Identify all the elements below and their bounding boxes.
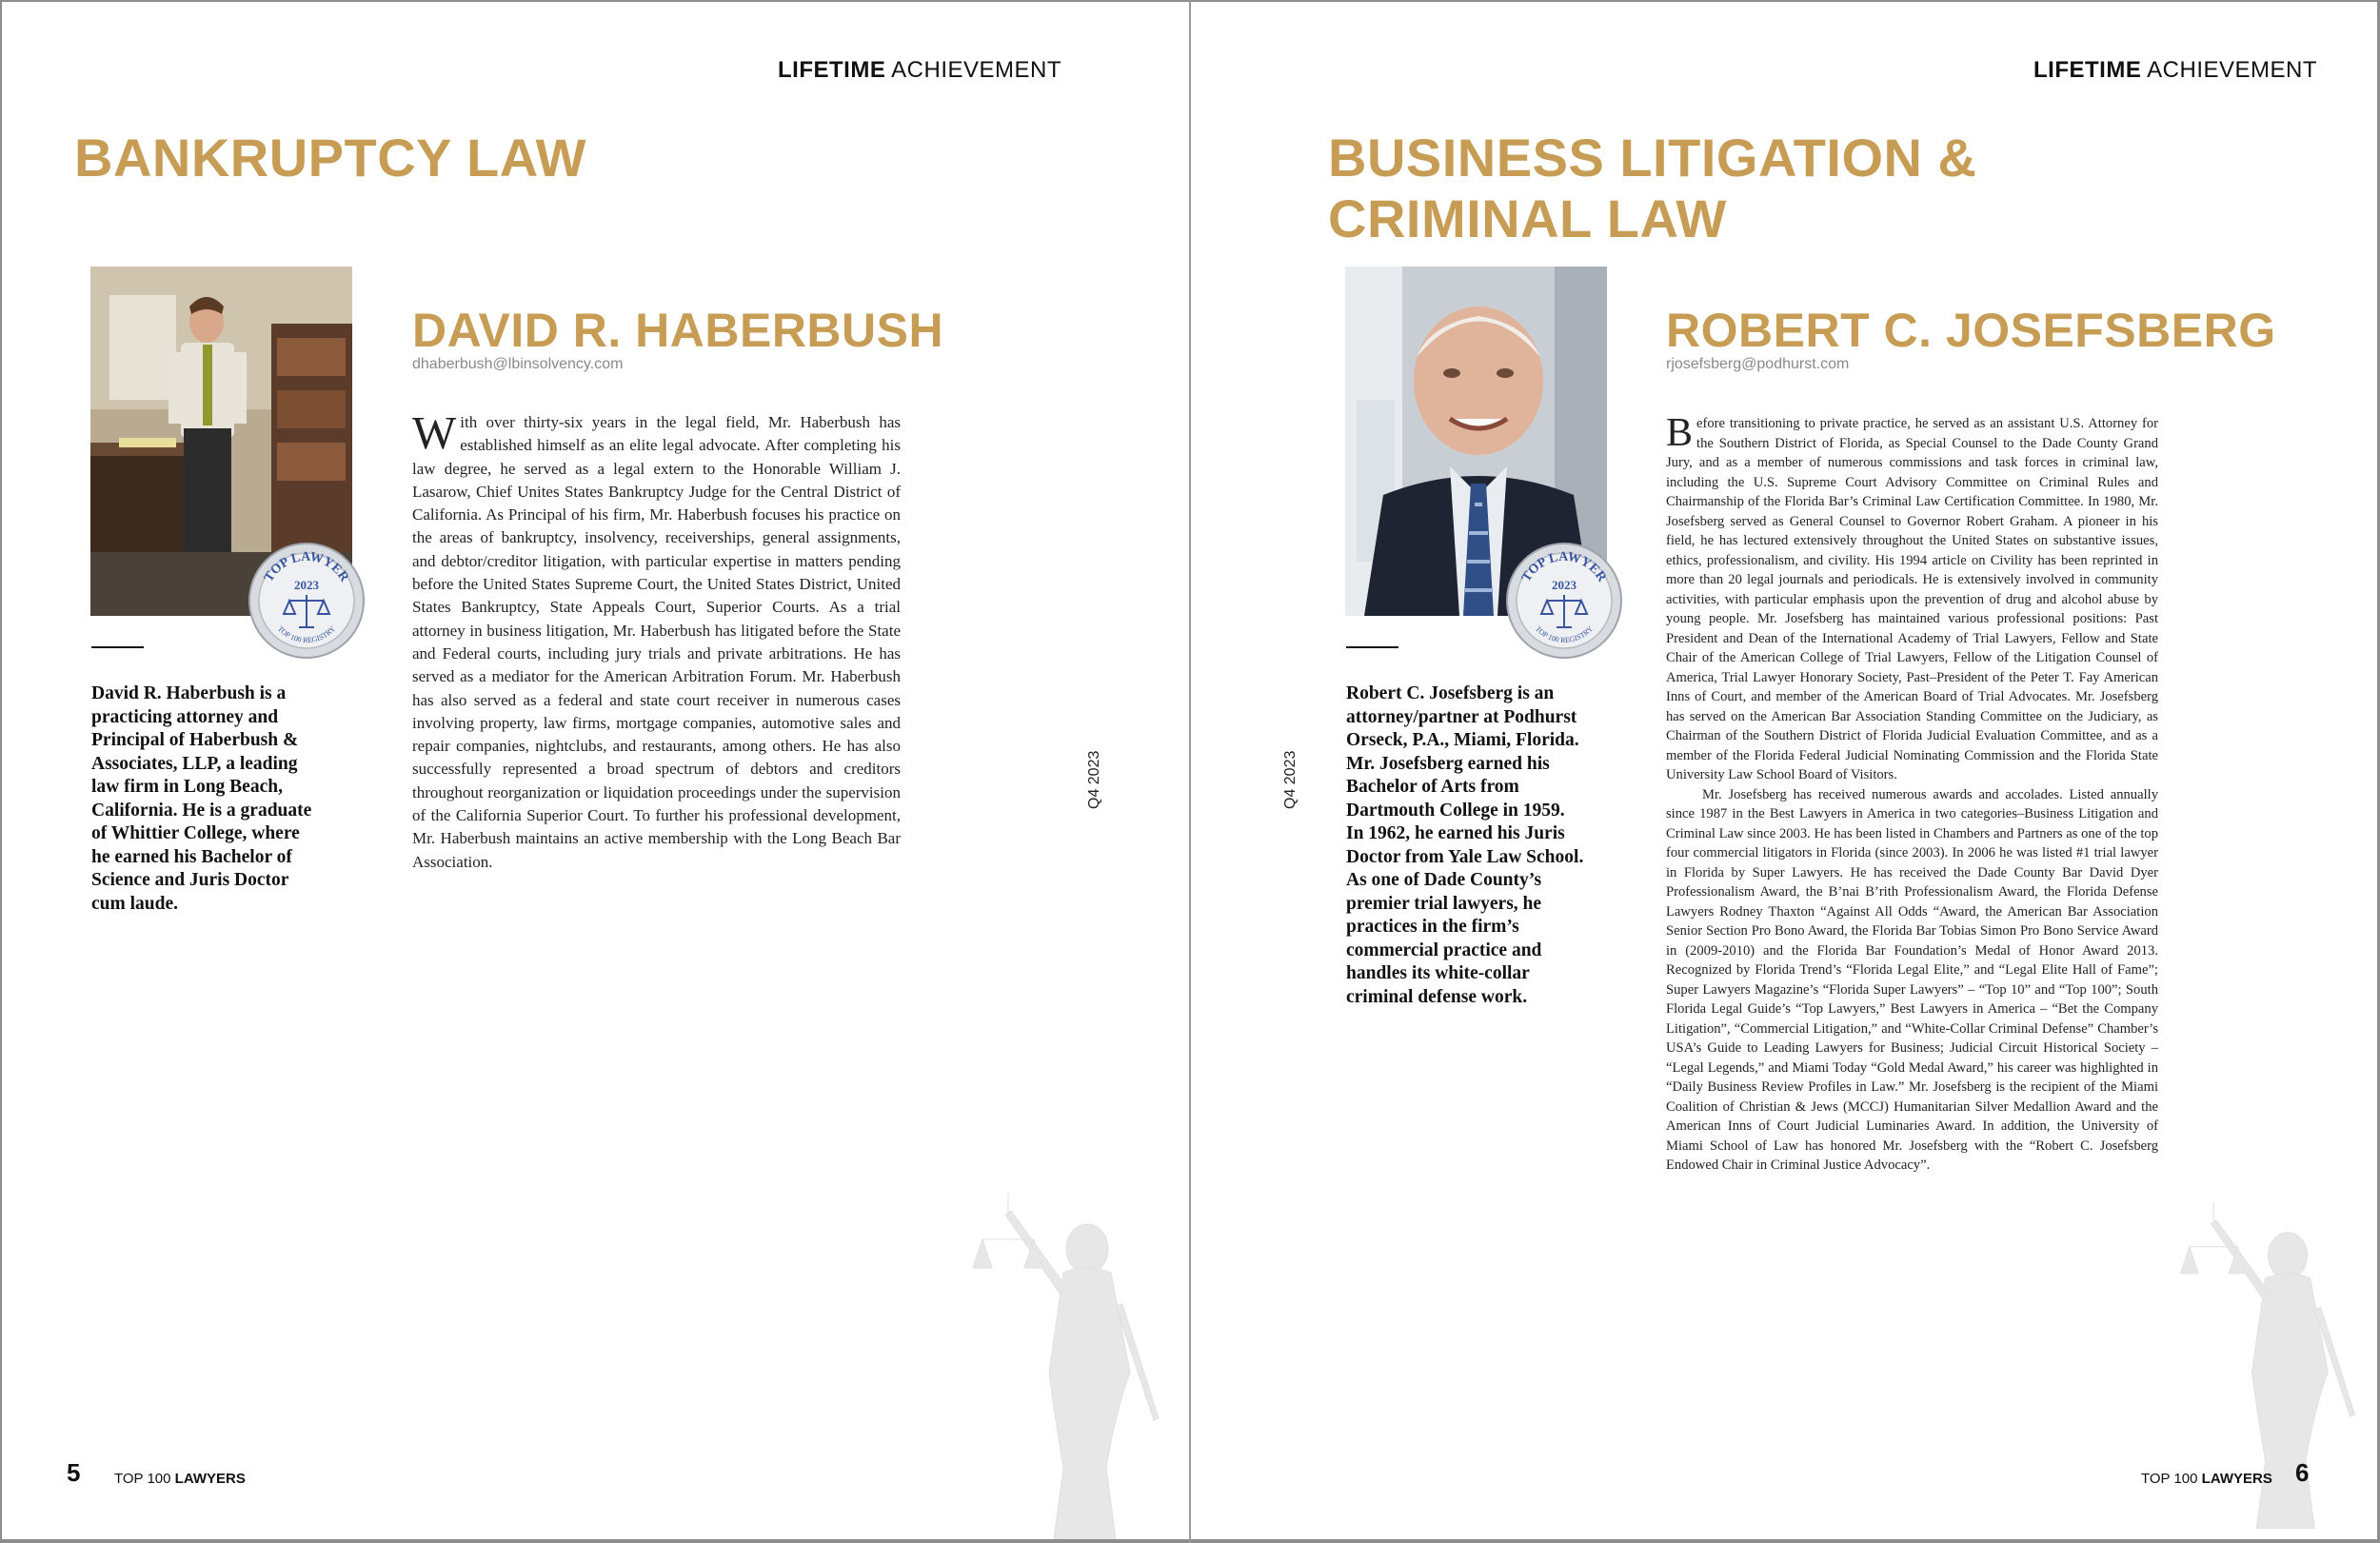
svg-text:TOP LAWYER: TOP LAWYER [261, 549, 351, 585]
left-page [2, 2, 1189, 1539]
lawyer-bio: Before transitioning to private practice, he served as an assistant U.S. Attorney for the Southern District of Florida, as Special Counsel to the Dade County Grand Jury, and as a member of numerous commissions and task forces in criminal law, including the U.S. Supreme Court Advisory Committee on Criminal Rules and Chairmanship of the Florida Bar’s Criminal Law Certification Committee. In 1980, Mr. Josefsberg served as General Counsel to Governor Robert Graham. A pioneer in his field, he has lectured extensively throughout the United States on substantive issues, ethics, professionalism, and civility. His 1994 article on Civility has been reprinted in more than 20 legal journals and periodicals. He is extensively involved in community activities, with particular emphasis upon the prevention of drug and alcohol abuse by young people. Mr. Josefsberg has maintained various professional positions: Past President and Dean of the International Academy of Trial Lawyers, Fellow and State Chair of the American College of Trial Lawyers, Fellow of the Litigation Counsel of America, Trial Lawyer Honorary Society, Past–President of the Peter T. Fay American Inns of Court, and member of the American Board of Trial Advocates. Mr. Josefsberg has served on the American Bar Association Standing Committee on the Judiciary, as Chairman of the Southern District of Florida Judicial Evaluation Committee, and as a member of the Florida Federal Judicial Nominating Commission and the Florida State University Law School Board of Visitors. Mr. Josefsberg has received numerous awards and accolades. Listed annually since 1987 in the Best Lawyers in America in two categories–Business Litigation and Criminal Law since 2003. He has been listed in Chambers and Partners as one of the top four commercial litigators in Florida (since 2003). In 2006 he was listed #1 trial lawyer in Florida by Super Lawyers. He has received the Dade County Bar David Dyer Professionalism Award, the B’nai B’rith Professionalism Award, the Florida Defense Lawyers Rodney Thaxton “Against All Odds “Award, the American Bar Association Senior Section Pro Bono Award, the Florida Bar Tobias Simon Pro Bono Service Award in (2009-2010) and the Florida Bar Foundation’s Medal of Honor Award 2013. Recognized by Florida Trend’s “Florida Legal Elite,” and “Legal Elite Hall of Fame”; Super Lawyers Magazine’s “Florida Super Lawyers” – “Top 10” and “Top 100”; South Florida Legal Guide’s “Top Lawyers,” Best Lawyers in America – “Bet the Company Litigation”, “Commercial Litigation,” and “White-Collar Criminal Defense” Chamber’s USA’s Guide to Leading Lawyers for Business; Judicial Circuit Historical Society – “Legal Legends,” and Miami Today “Gold Medal Award,” his career was highlighted in “Daily Business Review Profiles in Law.” Mr. Josefsberg is the recipient of the Miami Coalition of Christian & Jews (MCCJ) Humanitarian Silver Medallion Award and the American Inns of Court Judicial Luminaries Award. In addition, the University of Miami School of Law has honored Mr. Josefsberg with the “Robert C. Josefsberg Endowed Chair in Criminal Justice Advocacy”. [1666, 411, 2158, 1173]
lawyer-name: ROBERT C. JOSEFSBERG [1666, 304, 2276, 357]
vertical-issue-date: Q4 2023 [1086, 750, 1102, 809]
svg-text:TOP 100 REGISTRY: TOP 100 REGISTRY [275, 624, 338, 645]
vertical-issue-date: Q4 2023 [1282, 750, 1299, 809]
lawyer-caption: Robert C. Josefsberg is an attorney/partner at Podhurst Orseck, P.A., Miami, Florida. Mr. Josefsberg earned his Bachelor of Arts from Dartmouth College in 1959. In 1962, he earned his Juris Doctor from Yale Law School. As one of Dade County’s premier trial lawyers, he practices in the firm’s commercial practice and handles its white-collar criminal defense work. [1346, 683, 1584, 1007]
publication-footer: TOP 100 LAWYERS [2141, 1471, 2272, 1487]
page-number: 6 [2295, 1458, 2310, 1487]
dropcap: B [1666, 411, 1694, 455]
lady-justice-icon [963, 1182, 1182, 1539]
svg-text:2023: 2023 [294, 578, 319, 592]
lawyer-email: rjosefsberg@podhurst.com [1666, 356, 1850, 372]
lawyer-name: DAVID R. HABERBUSH [412, 304, 944, 357]
publication-footer: TOP 100 LAWYERS [114, 1471, 246, 1487]
dropcap: W [412, 406, 457, 459]
svg-text:2023: 2023 [1552, 578, 1577, 592]
lawyer-caption: David R. Haberbush is a practicing attorney and Principal of Haberbush & Associates, LLP, a leading law firm in Long Beach, California. He is a graduate of Whittier College, where he earned his Bachelor of Science and Juris Doctor cum laude. [91, 683, 312, 914]
caption-rule [1346, 646, 1398, 648]
top-lawyer-badge-icon [248, 542, 366, 660]
caption-rule [91, 646, 144, 648]
top-lawyer-badge-icon [1505, 542, 1623, 660]
lawyer-email: dhaberbush@lbinsolvency.com [412, 356, 624, 372]
right-page [1191, 2, 2377, 1539]
page-number: 5 [67, 1458, 81, 1487]
lawyer-bio: With over thirty-six years in the legal field, Mr. Haberbush has established himself as an elite legal advocate. After completing his law degree, he served as a legal extern to the Honorable William J. Lasarow, Chief Unites States Bankruptcy Judge for the Central District of California. As Principal of his firm, Mr. Haberbush focuses his practice on the areas of bankruptcy, insolvency, receiverships, general assignments, and debtor/creditor litigation, with particular expertise in matters pending before the United States Supreme Court, the United States District, United States Bankruptcy, State Appeals Court, Superior Courts. As a trial attorney in business litigation, Mr. Haberbush has litigated before the State and Federal courts, including jury trials and private arbitrations. He has served as a mediator for the American Arbitration Forum. Mr. Haberbush has also served as a federal and state court receiver in numerous cases involving property, law firms, mortgage companies, automotive sales and repair companies, nightclubs, and restaurants, among others. He has also successfully represented a broad spectrum of debtors and creditors throughout reorganization or liquidation proceedings under the supervision of the California Superior Court. To further his professional development, Mr. Haberbush maintains an active membership with the Long Beach Bar Association. [412, 406, 901, 871]
svg-text:TOP LAWYER: TOP LAWYER [1518, 549, 1609, 585]
header-lifetime-achievement: LIFETIME ACHIEVEMENT [2033, 57, 2318, 83]
svg-text:TOP 100 REGISTRY: TOP 100 REGISTRY [1533, 624, 1596, 645]
header-lifetime-achievement: LIFETIME ACHIEVEMENT [778, 57, 1062, 83]
section-title: BANKRUPTCY LAW [74, 128, 586, 188]
section-title: BUSINESS LITIGATION & CRIMINAL LAW [1328, 128, 1977, 248]
